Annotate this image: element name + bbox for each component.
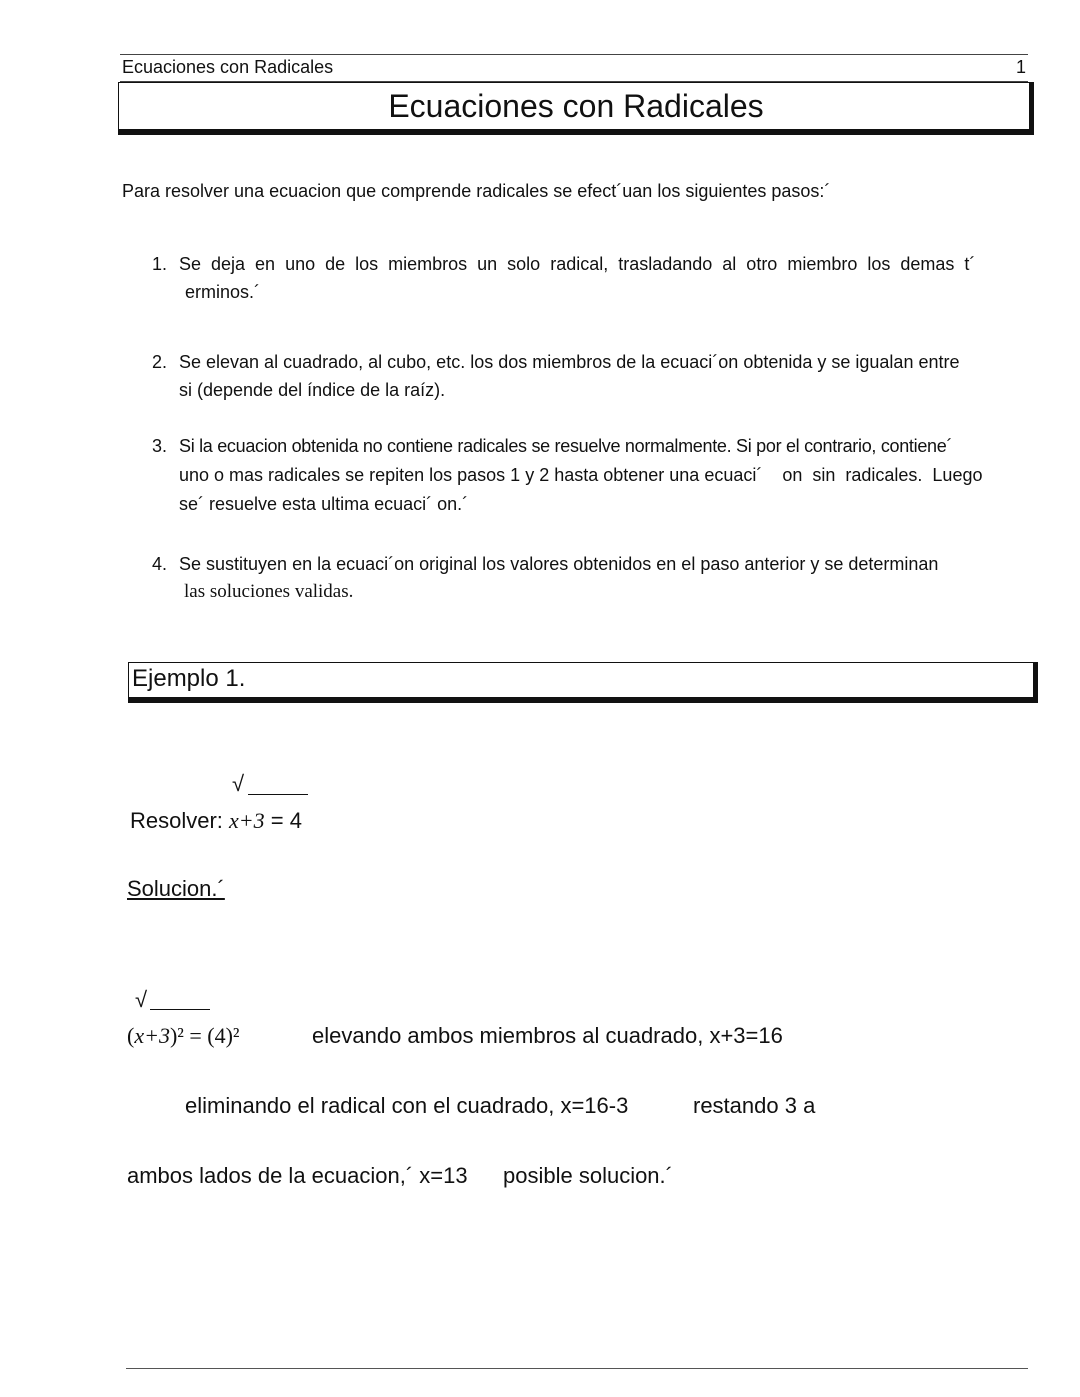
step-line: Si la ecuacion obtenida no contiene radicales se resuelve normalmente. Si por el contrario, contiene´ [179, 436, 953, 456]
step-2 [152, 348, 1032, 408]
step-line: si (depende del índice de la raíz). [179, 380, 446, 400]
example-heading-box [128, 662, 1038, 703]
solution-note-3a: ambos lados de la ecuacion,´ x=13 [127, 1163, 468, 1188]
resolver-equation [130, 808, 302, 834]
sqrt-symbol: √ [135, 987, 148, 1012]
step-line: se´ resuelve esta ultima ecuaci´ on.´ [179, 494, 469, 514]
page-number: 1 [1016, 57, 1027, 77]
resolver-label: Resolver: [130, 808, 223, 833]
step-number: 1. [152, 254, 168, 274]
example-title: Ejemplo 1. [132, 665, 246, 692]
solution-note-2b: restando 3 a [693, 1093, 816, 1118]
paren-open: ( [127, 1023, 135, 1048]
step-line: uno o mas radicales se repiten los pasos 1 y 2 hasta obtener una ecuaci´ on sin radicales. Luego [179, 465, 983, 485]
sqrt-symbol: √ [232, 771, 245, 796]
step-1 [152, 250, 1032, 310]
radicand: x+3 [134, 1023, 170, 1048]
step-line: Se elevan al cuadrado, al cubo, etc. los dos miembros de la ecuaci´on obtenida y se igualan entre [179, 352, 960, 372]
step-number: 3. [152, 436, 168, 456]
step-4 [152, 550, 1032, 610]
running-title: Ecuaciones con Radicales [122, 57, 334, 77]
step-line: las soluciones validas. [184, 581, 354, 602]
paren-close-squared: )² = (4)² [169, 1023, 240, 1048]
title-box [118, 82, 1034, 135]
radical-bar [150, 1009, 210, 1010]
intro-paragraph: Para resolver una ecuacion que comprende radicales se efect´uan los siguientes pasos:´ [122, 181, 831, 201]
step-line: Se deja en uno de los miembros un solo radical, trasladando al otro miembro los demas t´ [179, 254, 976, 274]
step-number: 2. [152, 352, 168, 372]
step-line: erminos.´ [185, 282, 261, 302]
step-3 [152, 432, 1032, 522]
radicand: x+3 [229, 808, 265, 833]
header-top-rule [120, 54, 1028, 55]
step-line: Se sustituyen en la ecuaci´on original los valores obtenidos en el paso anterior y se determinan [179, 554, 939, 574]
step-number: 4. [152, 554, 168, 574]
solution-note-3b: posible solucion.´ [503, 1163, 673, 1188]
footer-rule [126, 1368, 1028, 1369]
solution-note-1: elevando ambos miembros al cuadrado, x+3=16 [312, 1023, 783, 1048]
radical-bar [248, 794, 308, 795]
equation-rhs: = 4 [264, 808, 302, 833]
page-title: Ecuaciones con Radicales [388, 88, 764, 124]
squared-equation [127, 1023, 240, 1049]
solution-label: Solucion.´ [127, 876, 225, 901]
solution-note-2a: eliminando el radical con el cuadrado, x=16-3 [185, 1093, 629, 1118]
